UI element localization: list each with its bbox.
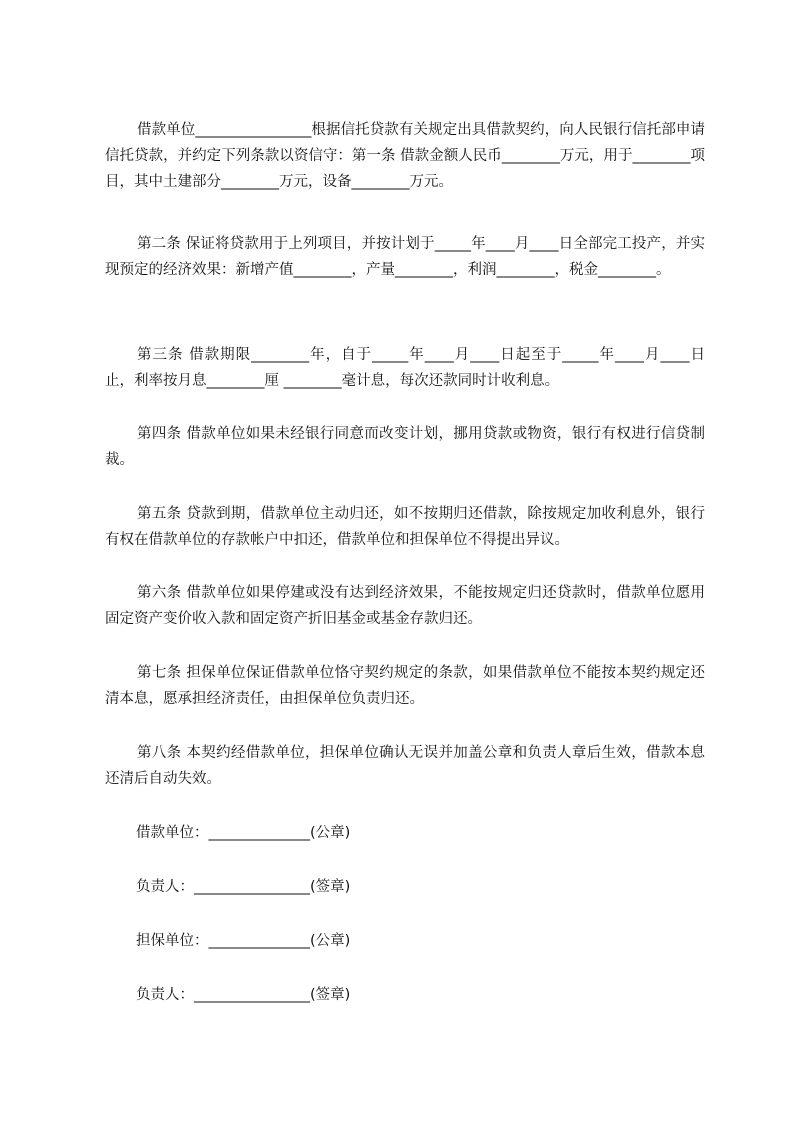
article-2: 第二条 保证将贷款用于上列项目，并按计划于_____年____月____日全部完工投产，并实现预定的经济效果：新增产值________，产量________，利润________，税金________。 (105, 236, 705, 278)
article-8: 第八条 本契约经借款单位，担保单位确认无误并加盖公章和负责人章后生效，借款本息还清后自动失效。 (105, 745, 705, 787)
article-4: 第四条 借款单位如果未经银行同意而改变计划，挪用贷款或物资，银行有权进行信贷制裁。 (105, 426, 705, 468)
borrower-principal-signature-line: 负责人：________________(签章) (136, 879, 351, 895)
article-3: 第三条 借款期限________年，自于_____年____月____日起至于_____年____月____日止，利率按月息________厘 ________毫计息，每次还款同时计收利息。 (105, 347, 705, 389)
article-6: 第六条 借款单位如果停建或没有达到经济效果，不能按规定归还贷款时，借款单位愿用固定资产变价收入款和固定资产折旧基金或基金存款归还。 (105, 585, 705, 627)
guarantor-signature-line: 担保单位：______________(公章) (136, 933, 351, 949)
article-5: 第五条 贷款到期，借款单位主动归还，如不按期归还借款，除按规定加收利息外，银行有权在借款单位的存款帐户中扣还，借款单位和担保单位不得提出异议。 (105, 506, 705, 548)
preamble-and-article-1: 借款单位________________根据信托贷款有关规定出具借款契约，向人民银行信托部申请信托贷款，并约定下列条款以资信守：第一条 借款金额人民币________万元，用于________项目，其中土建部分________万元，设备________万元。 (105, 122, 705, 190)
guarantor-principal-signature-line: 负责人：________________(签章) (136, 987, 351, 1003)
article-7: 第七条 担保单位保证借款单位恪守契约规定的条款，如果借款单位不能按本契约规定还清本息，愿承担经济责任，由担保单位负责归还。 (105, 665, 705, 707)
borrower-signature-line: 借款单位：______________(公章) (136, 825, 351, 841)
